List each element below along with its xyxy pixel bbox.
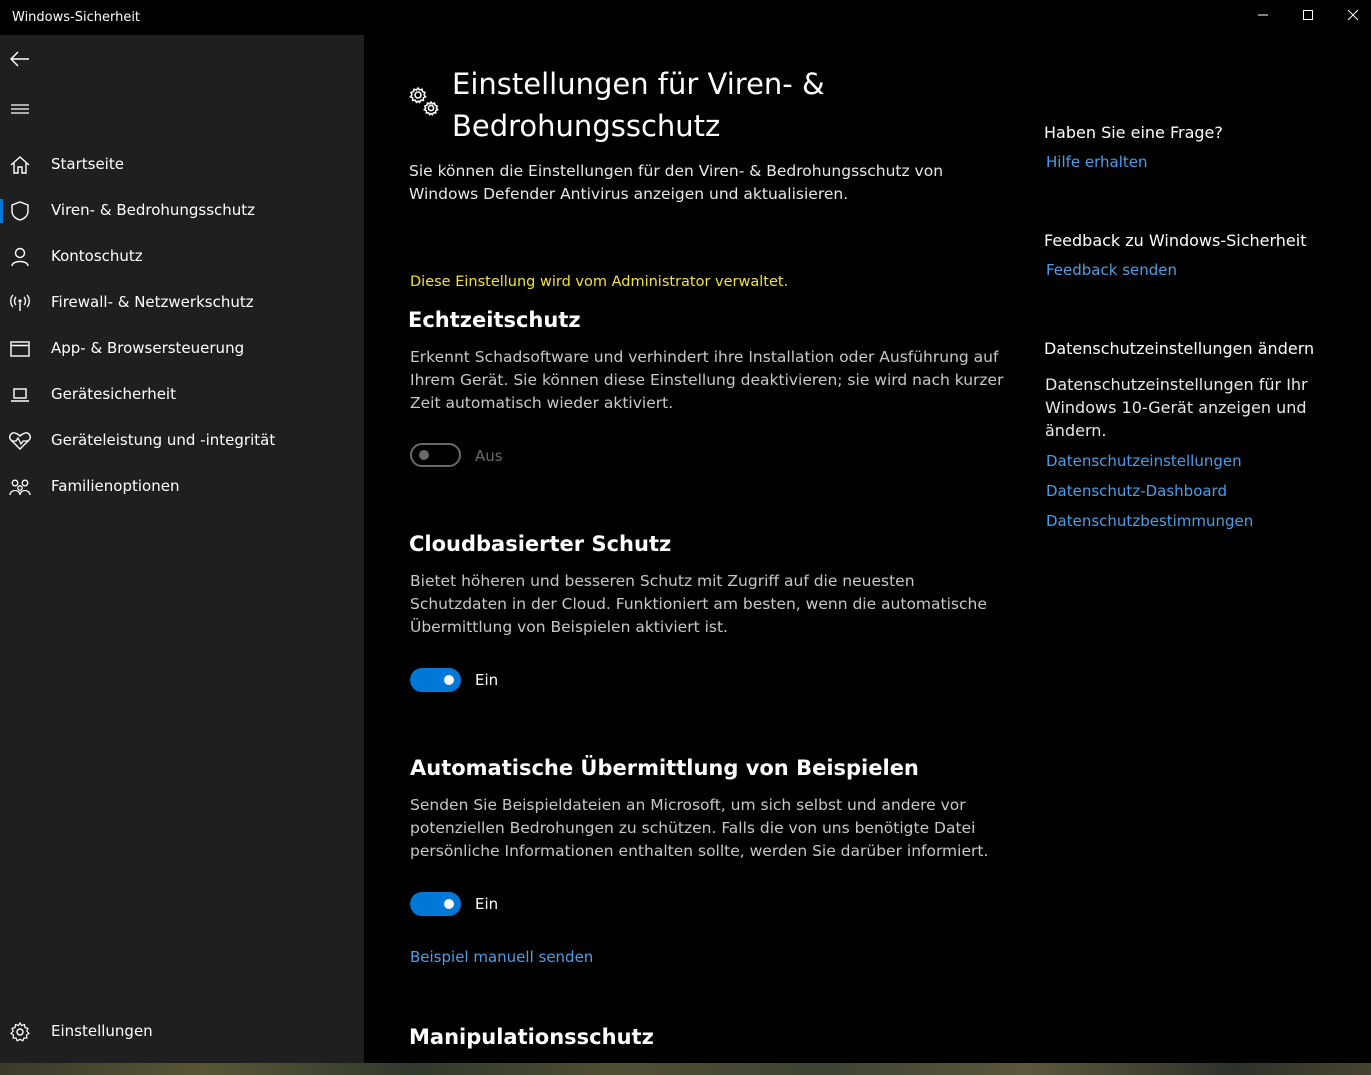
main-content <box>364 35 1371 1063</box>
back-button[interactable] <box>0 39 40 79</box>
antenna-icon <box>9 293 31 313</box>
admin-managed-note: Diese Einstellung wird vom Administrator verwaltet. <box>410 274 789 290</box>
beispiel-manuell-senden-link[interactable]: Beispiel manuell senden <box>410 948 594 966</box>
echtzeitschutz-toggle-state: Aus <box>475 447 503 465</box>
sidebar-item-app-browsersteuerung[interactable] <box>0 326 364 372</box>
minimize-button[interactable] <box>1240 0 1286 30</box>
section-description-automatische-uebermittlung: Senden Sie Beispieldateien an Microsoft, um sich selbst und andere vor potenziellen Bedrohungen zu schützen. Falls die von uns benötigte Datei persönliche Informationen enthalten sollte, werden Sie darüber informiert. <box>410 796 989 860</box>
sidebar-item-label: Startseite <box>51 155 124 173</box>
settings-gear-icon <box>9 1022 31 1042</box>
sidebar-item-firewall-netzwerkschutz[interactable] <box>0 280 364 326</box>
toggle-knob <box>444 675 454 685</box>
close-button[interactable] <box>1330 0 1371 30</box>
cloudbasierter-schutz-toggle-state: Ein <box>475 671 499 689</box>
sidebar-item-label: Gerätesicherheit <box>51 385 176 403</box>
section-description-echtzeitschutz: Erkennt Schadsoftware und verhindert ihre Installation oder Ausführung auf Ihrem Gerät. Sie können diese Einstellung deaktivieren; sie wird nach kurzer Zeit automatisch wieder aktiviert. <box>410 348 1004 412</box>
section-title-cloudbasierter-schutz: Cloudbasierter Schutz <box>409 532 672 556</box>
heart-pulse-icon <box>9 431 31 451</box>
sidebar-item-label: Einstellungen <box>51 1022 153 1040</box>
back-arrow-icon <box>10 51 30 67</box>
sidebar-item-label: Kontoschutz <box>51 247 143 265</box>
family-icon <box>9 477 31 497</box>
feedback-senden-link[interactable]: Feedback senden <box>1046 261 1178 279</box>
page-title <box>452 63 1012 147</box>
sidebar-item-familienoptionen[interactable] <box>0 464 364 510</box>
sidebar-item-kontoschutz[interactable] <box>0 234 364 280</box>
sidebar-item-label: Firewall- & Netzwerkschutz <box>51 293 254 311</box>
title-bar <box>0 0 1371 35</box>
cloudbasierter-schutz-toggle[interactable] <box>410 668 461 692</box>
toggle-knob <box>419 450 429 460</box>
laptop-icon <box>9 385 31 405</box>
close-icon <box>1347 9 1359 21</box>
home-icon <box>9 155 31 175</box>
minimize-icon <box>1257 9 1269 21</box>
gears-icon <box>408 85 442 119</box>
page-title-line2: Bedrohungsschutz <box>452 109 721 143</box>
sidebar-item-label: App- & Browsersteuerung <box>51 339 245 357</box>
sidebar-item-viren-bedrohungsschutz[interactable] <box>0 188 364 234</box>
hamburger-icon <box>11 103 29 115</box>
echtzeitschutz-toggle[interactable] <box>410 443 461 467</box>
privacy-heading: Datenschutzeinstellungen ändern <box>1044 339 1315 358</box>
sidebar-item-geraeteleistung-integritaet[interactable] <box>0 418 364 464</box>
feedback-heading: Feedback zu Windows-Sicherheit <box>1044 231 1307 250</box>
section-title-manipulationsschutz: Manipulationsschutz <box>409 1025 654 1049</box>
sidebar-item-label: Geräteleistung und -integrität <box>51 431 276 449</box>
datenschutz-dashboard-link[interactable]: Datenschutz-Dashboard <box>1046 482 1227 500</box>
sidebar-item-label: Viren- & Bedrohungsschutz <box>51 201 256 219</box>
desktop-wallpaper-strip <box>0 1063 1371 1075</box>
sidebar-item-geraetesicherheit[interactable] <box>0 372 364 418</box>
hilfe-erhalten-link[interactable]: Hilfe erhalten <box>1046 153 1148 171</box>
section-title-echtzeitschutz: Echtzeitschutz <box>408 308 581 332</box>
section-title-automatische-uebermittlung: Automatische Übermittlung von Beispielen <box>410 756 919 780</box>
toggle-knob <box>444 899 454 909</box>
datenschutzeinstellungen-link[interactable]: Datenschutzeinstellungen <box>1046 452 1242 470</box>
hamburger-menu-button[interactable] <box>0 89 40 129</box>
datenschutzbestimmungen-link[interactable]: Datenschutzbestimmungen <box>1046 512 1254 530</box>
sidebar-item-label: Familienoptionen <box>51 477 180 495</box>
sidebar-item-startseite[interactable] <box>0 142 364 188</box>
sidebar <box>0 35 364 1063</box>
window-title: Windows-Sicherheit <box>12 10 141 25</box>
person-icon <box>9 247 31 267</box>
maximize-button[interactable] <box>1285 0 1331 30</box>
question-heading: Haben Sie eine Frage? <box>1044 123 1223 142</box>
browser-window-icon <box>9 339 31 359</box>
privacy-description: Datenschutzeinstellungen für Ihr Windows 10-Gerät anzeigen und ändern. <box>1045 375 1308 440</box>
shield-icon <box>9 201 31 221</box>
automatische-uebermittlung-toggle[interactable] <box>410 892 461 916</box>
sidebar-item-einstellungen[interactable] <box>0 1009 364 1055</box>
page-description: Sie können die Einstellungen für den Viren- & Bedrohungsschutz von Windows Defender Antivirus anzeigen und aktualisieren. <box>409 162 944 203</box>
maximize-icon <box>1302 9 1314 21</box>
section-description-cloudbasierter-schutz: Bietet höheren und besseren Schutz mit Zugriff auf die neuesten Schutzdaten in der Cloud. Funktioniert am besten, wenn die automatische Übermittlung von Beispielen aktiviert ist. <box>410 572 987 636</box>
automatische-uebermittlung-toggle-state: Ein <box>475 895 499 913</box>
page-title-line1: Einstellungen für Viren- & <box>452 67 825 101</box>
